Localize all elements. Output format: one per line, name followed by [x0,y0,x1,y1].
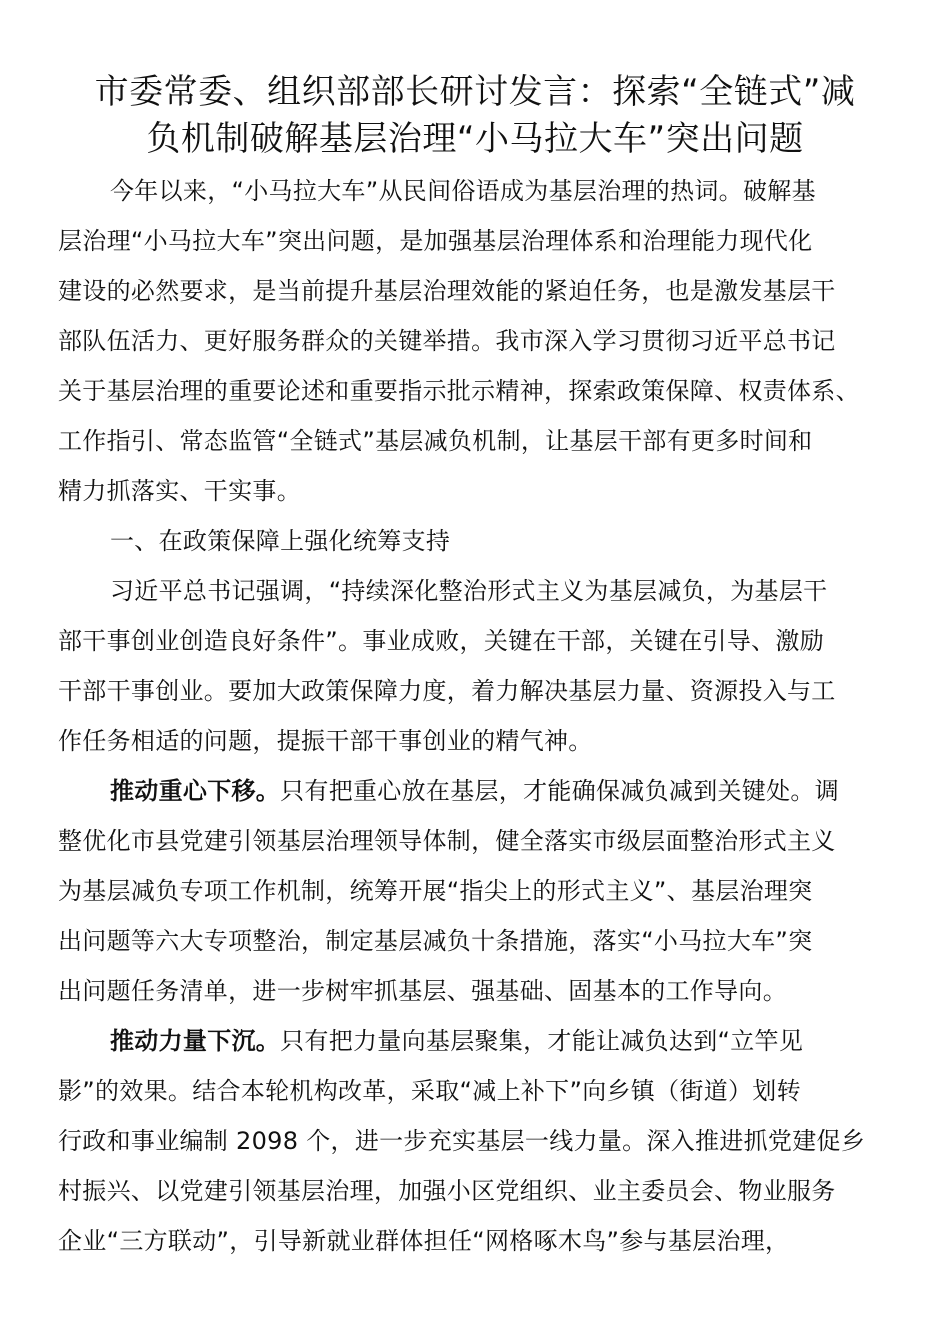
paragraph-3-line-4: 出问题等六大专项整治，制定基层减负十条措施，落实“小马拉大车”突 [58,927,813,955]
paragraph-2-line-4: 作任务相适的问题，提振干部干事创业的精气神。 [58,727,593,755]
paragraph-1-line-7: 精力抓落实、干实事。 [58,477,301,505]
paragraph-3-line-1 [58,766,898,816]
paragraph-4-line-3: 行政和事业编制 2098 个，进一步充实基层一线力量。深入推进抓党建促乡 [58,1127,866,1155]
paragraph-2-line-2: 部干事创业创造良好条件”。事业成败，关键在干部，关键在引导、激励 [58,627,825,655]
paragraph-4-lead: 推动力量下沉。 [110,1027,281,1055]
title-line-2: 负机制破解基层治理“小马拉大车”突出问题 [146,119,804,159]
paragraph-4-line-2: 影”的效果。结合本轮机构改革，采取“减上补下”向乡镇（街道）划转 [58,1077,801,1105]
paragraph-1-line-4: 部队伍活力、更好服务群众的关键举措。我市深入学习贯彻习近平总书记 [58,327,836,355]
paragraph-3-first-rest: 只有把重心放在基层，才能确保减负减到关键处。调 [280,777,840,805]
paragraph-3-lead: 推动重心下移。 [110,777,281,805]
paragraph-4-line-5: 企业“三方联动”，引导新就业群体担任“网格啄木鸟”参与基层治理， [58,1227,790,1255]
title-line-1: 市委常委、组织部部长研讨发言：探索“全链式”减 [94,72,856,112]
paragraph-3-line-5: 出问题任务清单，进一步树牢抓基层、强基础、固基本的工作导向。 [58,977,787,1005]
paragraph-4-first-rest: 只有把力量向基层聚集，才能让减负达到“立竿见 [280,1027,804,1055]
paragraph-4-line-4: 村振兴、以党建引领基层治理，加强小区党组织、业主委员会、物业服务 [58,1177,836,1205]
paragraph-1-line-1: 今年以来，“小马拉大车”从民间俗语成为基层治理的热词。破解基 [110,177,816,205]
paragraph-3-line-2: 整优化市县党建引领基层治理领导体制，健全落实市级层面整治形式主义 [58,827,836,855]
paragraph-1-line-2: 层治理“小马拉大车”突出问题，是加强基层治理体系和治理能力现代化 [58,227,813,255]
document-body [58,166,898,1266]
paragraph-1-line-3: 建设的必然要求，是当前提升基层治理效能的紧迫任务，也是激发基层干 [58,277,836,305]
paragraph-2-line-1: 习近平总书记强调，“持续深化整治形式主义为基层减负，为基层干 [110,577,828,605]
paragraph-4-line-1 [58,1016,898,1066]
paragraph-1-line-5: 关于基层治理的重要论述和重要指示批示精神，探索政策保障、权责体系、 [58,377,860,405]
paragraph-2-line-3: 干部干事创业。要加大政策保障力度，着力解决基层力量、资源投入与工 [58,677,836,705]
paragraph-3-line-3: 为基层减负专项工作机制，统筹开展“指尖上的形式主义”、基层治理突 [58,877,813,905]
paragraph-1-line-6: 工作指引、常态监管“全链式”基层减负机制，让基层干部有更多时间和 [58,427,813,455]
section-1-heading: 一、在政策保障上强化统筹支持 [110,527,451,555]
